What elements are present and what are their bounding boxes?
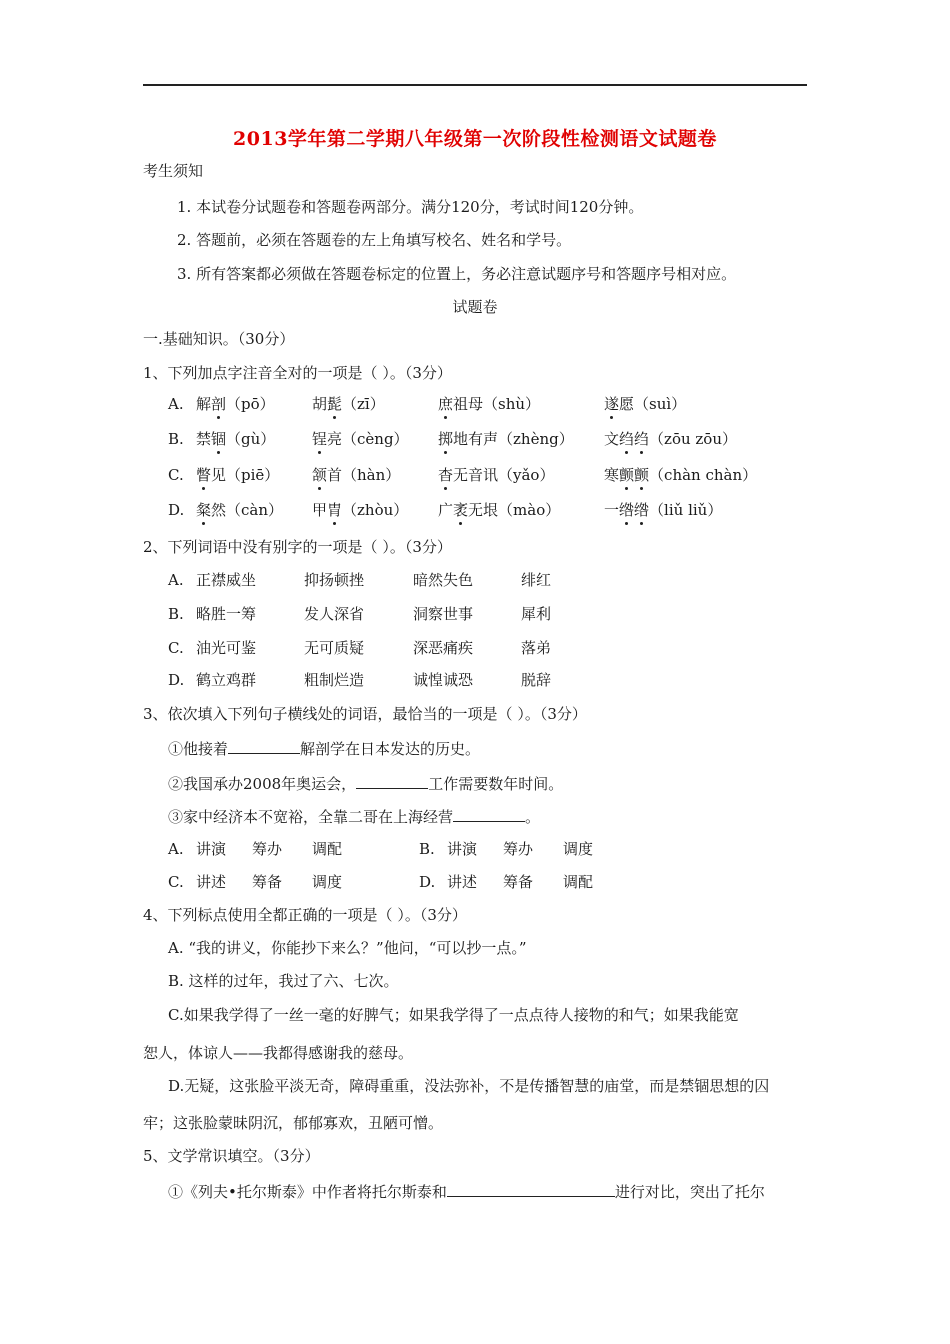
emphasis-dot-char: 颔 [312,466,328,484]
q2-option-label: C. [168,639,184,657]
q1-option-item: 胡髭（zī） [312,395,385,413]
emphasis-dot-char: 遂 [604,395,620,413]
part-1-heading: 一.基础知识。（30分） [143,330,295,348]
emphasis-dot-char: 掷 [438,430,454,448]
emphasis-dot-char: 锢 [211,430,227,448]
q2-option-word: 无可质疑 [304,639,365,657]
emphasis-dot-char: 绉 [634,430,650,448]
emphasis-dot-char: 颤 [619,466,635,484]
q1-option-item: 禁锢（gù） [196,430,276,448]
q3-option-word: 筹办 [503,840,534,858]
q1-option-item: 一绺绺（liǔ liǔ） [604,501,723,519]
emphasis-dot-char: 髭 [327,395,343,413]
q1-option-item: 颔首（hàn） [312,466,401,484]
q4-option-b: B. 这样的过年，我过了六、七次。 [168,972,399,990]
q1-option-label: B. [168,430,184,448]
emphasis-dot-char: 锃 [312,430,328,448]
q1-option-item: 遂愿（suì） [604,395,687,413]
emphasis-dot-char: 绺 [619,501,635,519]
q3-option-word: 调度 [563,840,594,858]
q2-option-word: 犀利 [521,605,552,623]
q1-option-item: 庶祖母（shù） [438,395,541,413]
emphasis-dot-char: 绺 [634,501,650,519]
answer-blank[interactable] [356,772,428,789]
emphasis-dot-char: 颤 [634,466,650,484]
emphasis-dot-char: 庶 [438,395,454,413]
notice-item-1: 1. 本试卷分试题卷和答题卷两部分。满分120分，考试时间120分钟。 [177,198,644,216]
section-title: 试题卷 [452,298,498,316]
q4-option-a: A. “我的讲义，你能抄下来么？”他问，“可以抄一点。” [168,939,527,957]
q1-option-item: 掷地有声（zhèng） [438,430,574,448]
q2-option-word: 洞察世事 [413,605,474,623]
q3-option-label: B. [419,840,435,858]
q3-option-word: 筹办 [252,840,283,858]
q2-option-word: 落弟 [521,639,552,657]
notice-item-2: 2. 答题前，必须在答题卷的左上角填写校名、姓名和学号。 [177,231,572,249]
q3-sentence-1: ①他接着 解剖学在日本发达的历史。 [168,737,480,759]
q2-option-word: 诚惶诚恐 [413,671,474,689]
answer-blank[interactable] [453,805,525,822]
q2-option-word: 粗制烂造 [304,671,365,689]
emphasis-dot-char: 杳 [438,466,454,484]
q2-option-word: 略胜一筹 [196,605,257,623]
q2-stem: 2、下列词语中没有别字的一项是（ ）。（3分） [143,538,452,556]
q3-sentence-3: ③家中经济本不宽裕，全靠二哥在上海经营 。 [168,805,540,827]
q2-option-word: 抑扬顿挫 [304,571,365,589]
answer-blank[interactable] [228,737,300,754]
q4-option-d-line-2: 牢；这张脸蒙昧阴沉，郁郁寡欢，丑陋可憎。 [143,1114,444,1132]
q2-option-word: 深恶痛疾 [413,639,474,657]
q1-option-item: 杳无音讯（yǎo） [438,466,555,484]
q2-option-label: B. [168,605,184,623]
q3-option-word: 讲述 [447,873,478,891]
q4-option-c-line-2: 恕人，体谅人——我都得感谢我的慈母。 [143,1044,414,1062]
q1-option-item: 文绉绉（zōu zōu） [604,430,738,448]
q2-option-word: 鹤立鸡群 [196,671,257,689]
q1-option-item: 甲胄（zhòu） [312,501,409,519]
q2-option-word: 脱辞 [521,671,552,689]
q2-option-label: A. [168,571,184,589]
q1-option-item: 寒颤颤（chàn chàn） [604,466,758,484]
notice-heading: 考生须知 [143,162,204,180]
q3-option-word: 讲演 [196,840,227,858]
q3-option-word: 讲演 [447,840,478,858]
q5-line-1: ①《列夫•托尔斯泰》中作者将托尔斯泰和 进行对比，突出了托尔 [168,1180,765,1202]
emphasis-dot-char: 瞥 [196,466,212,484]
q1-option-item: 锃亮（cèng） [312,430,409,448]
q3-option-label: C. [168,873,184,891]
emphasis-dot-char: 胄 [327,501,343,519]
header-rule [143,84,807,86]
q2-option-label: D. [168,671,185,689]
q2-option-word: 暗然失色 [413,571,474,589]
q1-option-label: D. [168,501,185,519]
q3-option-label: A. [168,840,184,858]
q4-option-d-line-1: D.无疑，这张脸平淡无奇，障碍重重，没法弥补，不是传播智慧的庙堂，而是禁锢思想的囚 [168,1077,770,1095]
q3-option-word: 调度 [312,873,343,891]
q4-option-c-line-1: C.如果我学得了一丝一毫的好脾气；如果我学得了一点点待人接物的和气；如果我能宽 [168,1006,739,1024]
exam-title: 2013学年第二学期八年级第一次阶段性检测语文试题卷 [233,128,717,150]
q3-option-word: 讲述 [196,873,227,891]
q1-option-label: A. [168,395,184,413]
q3-sentence-2: ②我国承办2008年奥运会， 工作需要数年时间。 [168,772,563,794]
q2-option-word: 发人深省 [304,605,365,623]
q1-option-label: C. [168,466,184,484]
q1-option-item: 广袤无垠（mào） [438,501,561,519]
q3-stem: 3、依次填入下列句子横线处的词语，最恰当的一项是（ ）。（3分） [143,705,587,723]
q1-option-item: 瞥见（piē） [196,466,280,484]
q2-option-word: 油光可鉴 [196,639,257,657]
q1-option-item: 粲然（càn） [196,501,284,519]
q1-option-item: 解剖（pō） [196,395,275,413]
q4-stem: 4、下列标点使用全都正确的一项是（ ）。（3分） [143,906,467,924]
q5-stem: 5、文学常识填空。（3分） [143,1147,320,1165]
answer-blank[interactable] [447,1180,615,1197]
q3-option-word: 筹备 [252,873,283,891]
emphasis-dot-char: 剖 [211,395,227,413]
q2-option-word: 绯红 [521,571,552,589]
q3-option-word: 调配 [312,840,343,858]
notice-item-3: 3. 所有答案都必须做在答题卷标定的位置上，务必注意试题序号和答题序号相对应。 [177,265,737,283]
q3-option-word: 调配 [563,873,594,891]
q3-option-label: D. [419,873,436,891]
q1-stem: 1、下列加点字注音全对的一项是（ ）。（3分） [143,364,452,382]
q3-option-word: 筹备 [503,873,534,891]
emphasis-dot-char: 袤 [453,501,469,519]
emphasis-dot-char: 粲 [196,501,212,519]
emphasis-dot-char: 绉 [619,430,635,448]
q2-option-word: 正襟威坐 [196,571,257,589]
